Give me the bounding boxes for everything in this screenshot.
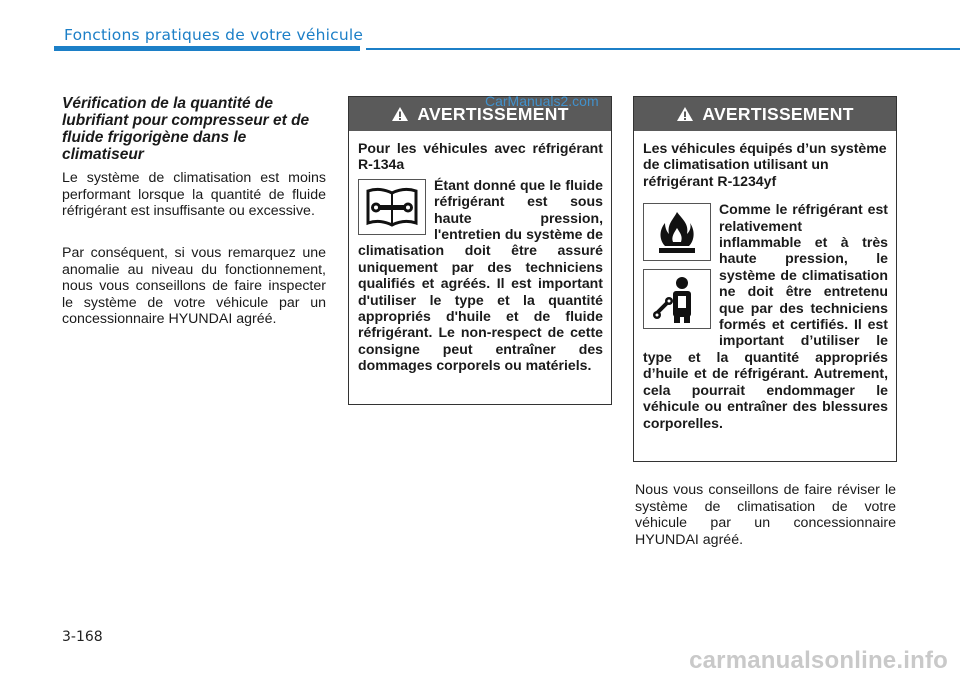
warning-title: AVERTISSEMENT xyxy=(702,103,854,124)
warning-text: Comme le réfrigérant est relativement inflammable et à très haute pression, le système de climatisation ne doit être entretenu que par des techniciens formés et certifiés. Il est important d’utiliser le type et la quantité appropriés d’huile et de réfrigérant. Autrement, cela pourrait endommager le véhicule ou entraîner des blessures corporelles. xyxy=(643,201,888,431)
header-rule-thick xyxy=(54,46,360,51)
bottom-paragraph: Nous vous conseillons de faire réviser le système de climatisation de votre véhicule par un concessionnaire HYUNDAI agréé. xyxy=(635,482,896,548)
qualified-technician-icon xyxy=(643,269,711,329)
header-rule-thin xyxy=(366,48,960,50)
page-header-title: Fonctions pratiques de votre véhicule xyxy=(64,26,364,44)
footer-watermark: carmanualsonline.info xyxy=(689,647,948,674)
flammable-icon xyxy=(643,203,711,261)
warning-header xyxy=(634,97,896,131)
page-number: 3-168 xyxy=(62,629,103,645)
watermark-carmanuals2: CarManuals2.com xyxy=(485,93,599,109)
section-heading: Vérification de la quantité de lubrifiant pour compresseur et de fluide frigorigène dans le climatiseur xyxy=(62,95,310,163)
warning-text: Étant donné que le fluide réfrigérant est sous haute pression, l'entretien du système de climatisation doit être assuré uniquement par des techniciens qualifiés et agréés. Il est important d'utiliser le type et la quantité appropriés d'huile et de fluide réfrigérant. Le non-respect de cette consigne peut entraîner des dommages corporels ou matériels. xyxy=(358,176,603,374)
warning-triangle-icon xyxy=(391,106,409,122)
warning-lead: Les véhicules équipés d’un système de climatisation utilisant un réfrigérant R-1234yf xyxy=(643,140,887,189)
paragraph-1: Le système de climatisation est moins performant lorsque la quantité de fluide réfrigérant est insuffisante ou excessive. xyxy=(62,170,326,220)
paragraph-2: Par conséquent, si vous remarquez une anomalie au niveau du fonctionnement, nous vous conseillons de faire inspecter le système de votre véhicule par un concessionnaire HYUNDAI agréé. xyxy=(62,245,326,328)
warning-title: AVERTISSEMENT xyxy=(417,103,569,124)
warning-box-r1234yf xyxy=(633,96,897,462)
warning-triangle-icon xyxy=(676,106,694,122)
service-manual-icon xyxy=(358,179,426,235)
warning-lead: Pour les véhicules avec réfrigérant R-134a xyxy=(358,140,603,173)
warning-box-r134a xyxy=(348,96,612,405)
